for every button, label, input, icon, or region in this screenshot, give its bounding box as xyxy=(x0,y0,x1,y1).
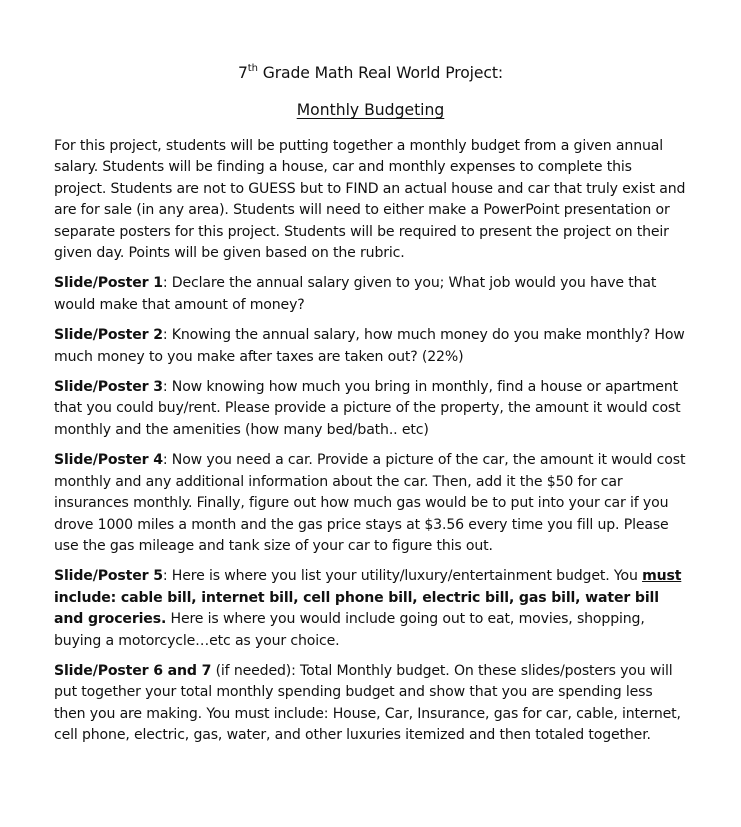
title-superscript: th xyxy=(247,63,258,74)
intro-paragraph: For this project, students will be putting together a monthly budget from a given annual salary. Students will be finding a house, car and monthly expenses to complete this project. Students are not to GUESS but to FIND an actual house and car that truly exist and are for sale (in any area). Students will need to either make a PowerPoint presentation or separate posters for this project. Students will be required to present the project on their given day. Points will be given based on the rubric. xyxy=(54,138,686,262)
slide-section-5 xyxy=(54,566,687,652)
slide-label: Slide/Poster 5 xyxy=(54,568,163,585)
slide-text: : Now you need a car. Provide a picture of the car, the amount it would cost monthly and any additional information about the car. Then, add it the $50 for car insurances monthly. Finally, figure out how much gas would be to put into your car if you drove 1000 miles a month and the gas price stays at $3.56 every time you fill up. Please use the gas mileage and tank size of your car to figure this out. xyxy=(54,452,686,554)
slide-text-after: Here is where you would include going out to eat, movies, shopping, buying a motorcycle…etc as your choice. xyxy=(54,611,645,649)
slide-label: Slide/Poster 6 and 7 xyxy=(54,662,212,679)
slide-text: : Now knowing how much you bring in monthly, find a house or apartment that you could buy/rent. Please provide a picture of the property, the amount it would cost monthly and the amenities (how many bed/bath.. etc) xyxy=(54,379,681,438)
slide-label: Slide/Poster 2 xyxy=(54,327,163,344)
slide-label: Slide/Poster 3 xyxy=(54,379,163,396)
slide-text: : Knowing the annual salary, how much money do you make monthly? How much money to you make after taxes are taken out? (22%) xyxy=(54,327,685,365)
title-text: Grade Math Real World Project: xyxy=(257,64,504,82)
slide-section-2 xyxy=(54,325,687,368)
slide-section-4 xyxy=(54,450,687,557)
slide-section-3 xyxy=(54,377,687,441)
title-grade: 7 xyxy=(237,64,248,82)
slide-label: Slide/Poster 1 xyxy=(54,275,163,292)
subtitle-text: Monthly Budgeting xyxy=(296,101,445,119)
page-title xyxy=(54,62,687,84)
slide-text: : Declare the annual salary given to you; What job would you have that would make that amount of money? xyxy=(54,275,657,313)
page-subtitle xyxy=(54,99,687,121)
must-emphasis: must xyxy=(642,568,682,585)
required-items: include: cable bill, internet bill, cell phone bill, electric bill, gas bill, water bill and groceries. xyxy=(54,589,659,628)
slide-text: : Here is where you list your utility/luxury/entertainment budget. You xyxy=(162,568,643,585)
slide-text: (if needed): Total Monthly budget. On these slides/posters you will put together your total monthly spending budget and show that you are spending less then you are making. You must include: House, Car, Insurance, gas for car, cable, internet, cell phone, electric, gas, water, and other luxuries itemized and then totaled together. xyxy=(54,662,681,744)
slide-section-1 xyxy=(54,273,687,316)
slide-section-6-7 xyxy=(54,661,687,747)
slide-label: Slide/Poster 4 xyxy=(54,452,163,469)
